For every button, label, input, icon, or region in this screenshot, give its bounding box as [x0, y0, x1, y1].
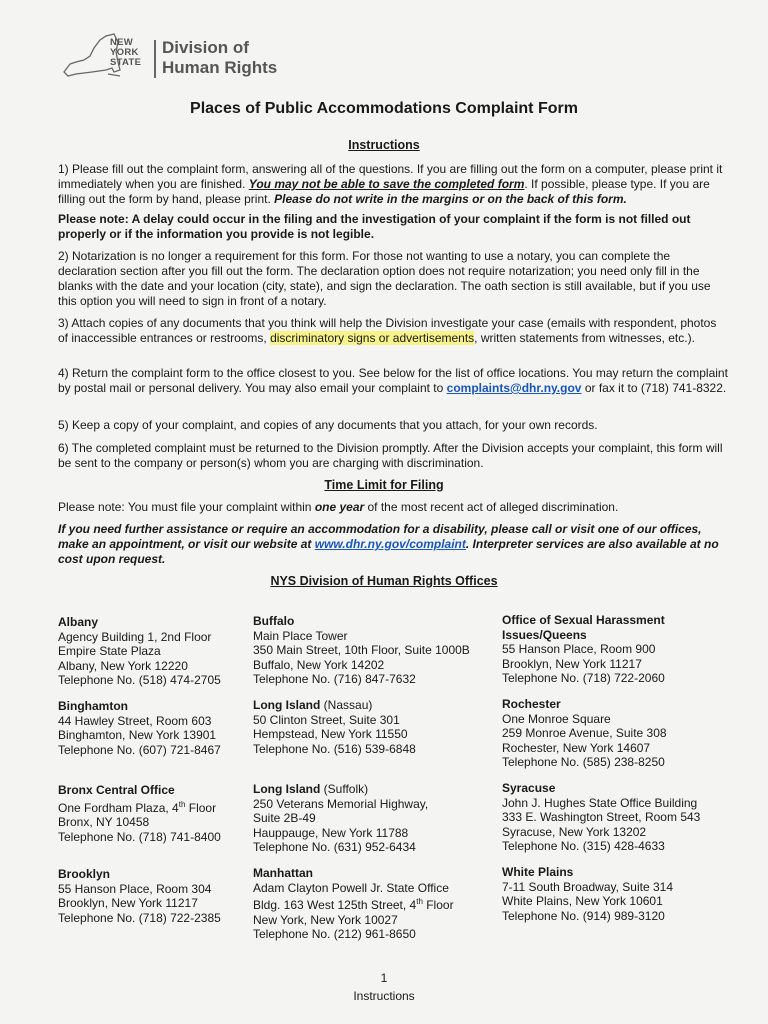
- website-link[interactable]: www.dhr.ny.gov/complaint: [314, 537, 466, 551]
- office-long-island-nassau: Long Island (Nassau) 50 Clinton Street, Suite 301 Hempstead, New York 11550 Telephone No. (516) 539-6848: [253, 698, 416, 756]
- office-binghamton: Binghamton 44 Hawley Street, Room 603 Binghamton, New York 13901 Telephone No. (607) 721-8467: [58, 699, 221, 757]
- instruction-4: 4) Return the complaint form to the office closest to you. See below for the list of office locations. You may return the complaint by postal mail or personal delivery. You may also email your complaint to complaints@dhr.ny.gov or fax it to (718) 741-8322.: [58, 366, 728, 395]
- office-manhattan: Manhattan Adam Clayton Powell Jr. State Office Bldg. 163 West 125th Street, 4th Floor New York, New York 10027 Telephone No. (212) 961-8650: [253, 866, 454, 941]
- office-long-island-suffolk: Long Island (Suffolk) 250 Veterans Memorial Highway, Suite 2B-49 Hauppauge, New York 11788 Telephone No. (631) 952-6434: [253, 782, 429, 854]
- office-brooklyn: Brooklyn 55 Hanson Place, Room 304 Brooklyn, New York 11217 Telephone No. (718) 722-2385: [58, 867, 221, 925]
- office-syracuse: Syracuse John J. Hughes State Office Building 333 E. Washington Street, Room 543 Syracuse, New York 13202 Telephone No. (315) 428-4633: [502, 781, 701, 853]
- page-title: Places of Public Accommodations Complaint Form: [190, 100, 578, 117]
- logo-org-name: Division of Human Rights: [162, 38, 278, 77]
- instruction-3: 3) Attach copies of any documents that you think will help the Division investigate your case (emails with respondent, photos of inaccessible entrances or restrooms, discriminatory signs or advertisements, written statements from witnesses, etc.).: [58, 316, 717, 345]
- office-bronx: Bronx Central Office One Fordham Plaza, 4th Floor Bronx, NY 10458 Telephone No. (718) 741-8400: [58, 783, 221, 844]
- time-limit-heading: Time Limit for Filing: [324, 478, 444, 492]
- office-rochester: Rochester One Monroe Square 259 Monroe Avenue, Suite 308 Rochester, New York 14607 Telephone No. (585) 238-8250: [502, 697, 667, 769]
- assistance-note: If you need further assistance or require an accommodation for a disability, please call or visit one of our offices, make an appointment, or visit our website at www.dhr.ny.gov/complaint. Interpreter services are also available at no cost upon request.: [58, 522, 719, 566]
- instruction-5: 5) Keep a copy of your complaint, and copies of any documents that you attach, for your own records.: [58, 418, 598, 432]
- instruction-2: 2) Notarization is no longer a requirement for this form. For those not wanting to use a notary, you can complete the declaration section after you fill out the form. The declaration option does not require notarization; you need only fill in the blanks with the date and your location (city, state), and sign the declaration. The oath section is still available, but if you use this option you will need to sign in front of a notary.: [58, 249, 711, 308]
- office-albany: Albany Agency Building 1, 2nd Floor Empire State Plaza Albany, New York 12220 Telephone No. (518) 474-2705: [58, 615, 221, 687]
- office-sexual-harassment-queens: Office of Sexual Harassment Issues/Queens 55 Hanson Place, Room 900 Brooklyn, New York 11217 Telephone No. (718) 722-2060: [502, 613, 665, 685]
- email-link[interactable]: complaints@dhr.ny.gov: [446, 381, 582, 395]
- office-buffalo: Buffalo Main Place Tower 350 Main Street, 10th Floor, Suite 1000B Buffalo, New York 14202 Telephone No. (716) 847-7632: [253, 614, 470, 686]
- instructions-heading: Instructions: [348, 138, 420, 152]
- logo-divider: [154, 40, 156, 78]
- nys-dhr-logo: [62, 32, 292, 84]
- office-white-plains: White Plains 7-11 South Broadway, Suite 314 White Plains, New York 10601 Telephone No. (914) 989-3120: [502, 865, 673, 923]
- time-limit-text: Please note: You must file your complaint within one year of the most recent act of alleged discrimination.: [58, 500, 619, 514]
- page-number: 1: [380, 971, 388, 985]
- offices-heading: NYS Division of Human Rights Offices: [270, 574, 498, 588]
- footer-label: Instructions: [353, 989, 415, 1003]
- instruction-6: 6) The completed complaint must be returned to the Division promptly. After the Division accepts your complaint, this form will be sent to the company or person(s) whom you are charging with discrimination.: [58, 441, 723, 470]
- please-note: Please note: A delay could occur in the filing and the investigation of your complaint if the form is not filled out properly or if the information you provide is not legible.: [58, 212, 691, 241]
- logo-state-text: NEW YORK STATE: [110, 37, 142, 68]
- instruction-1: 1) Please fill out the complaint form, answering all of the questions. If you are filling out the form on a computer, please print it immediately when you are finished. You may not be able to save the completed form. If possible, please type. If you are filling out the form by hand, please print. Please do not write in the margins or on the back of this form.: [58, 162, 723, 206]
